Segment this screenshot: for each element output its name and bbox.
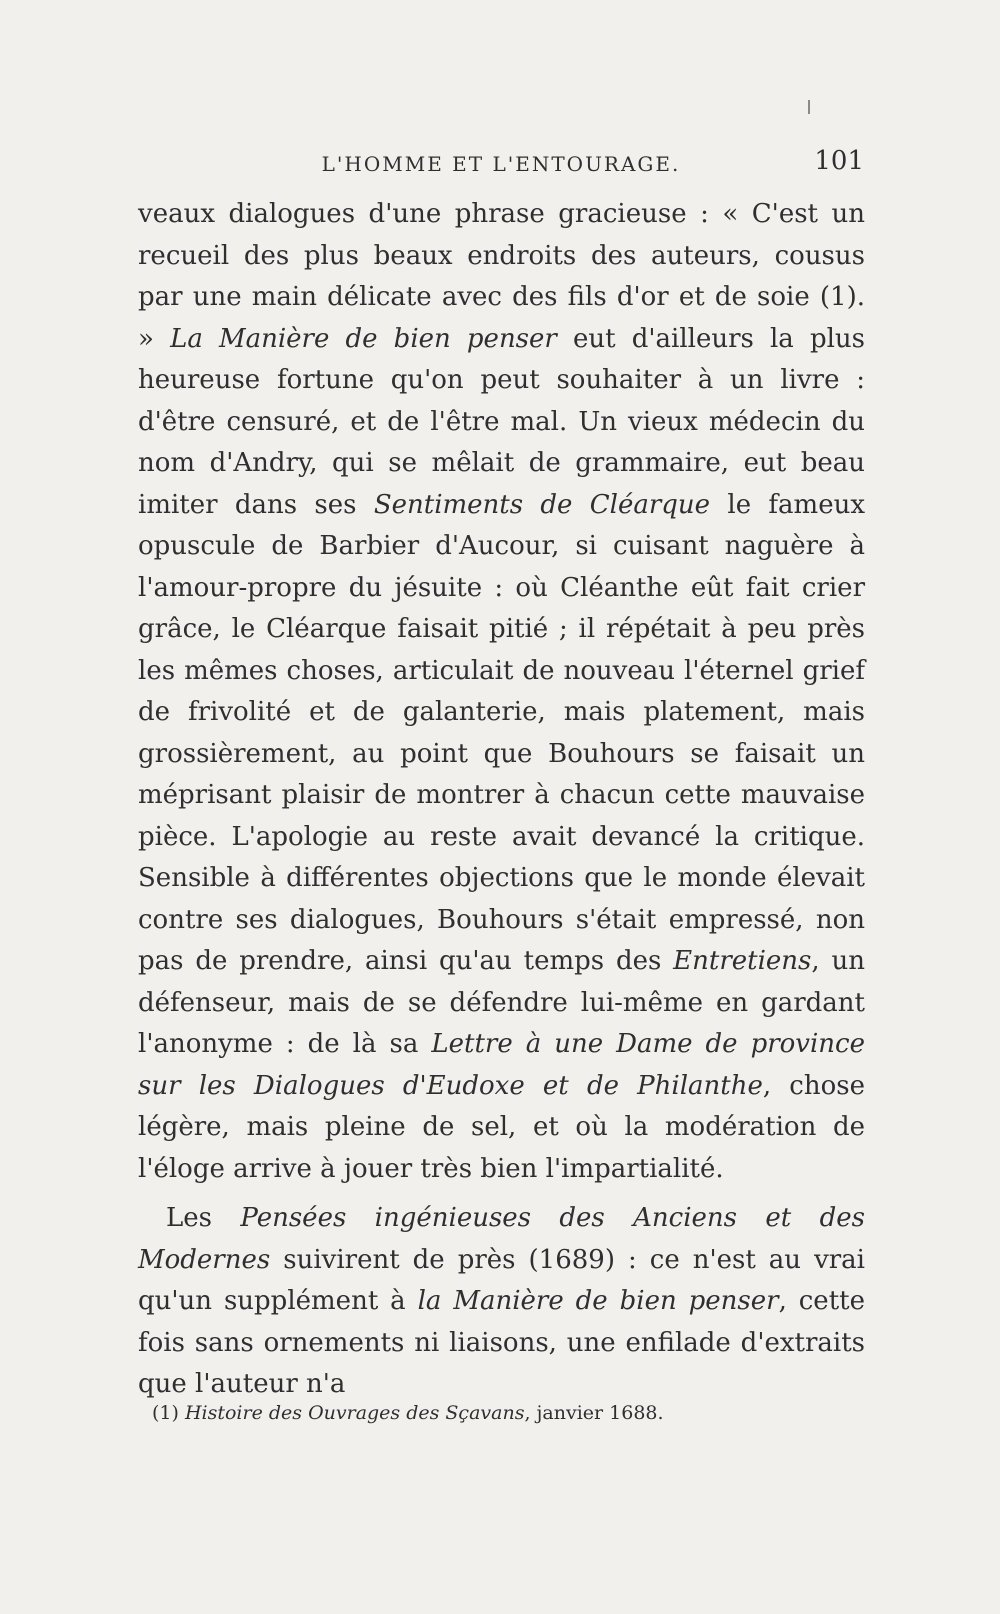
paragraph-1-text-1: veaux dialogues d'une phrase gracieuse : « C'est un recueil des plus beaux endroits des auteurs, cousus par une main délicate avec des fils d'or et de soie (1). » <box>138 199 865 354</box>
paragraph-2 <box>138 1198 865 1406</box>
paragraph-1-text-5: , chose légère, mais pleine de sel, et où la modération de l'éloge arrive à jouer très bien l'impartialité. <box>138 1070 865 1184</box>
paragraph-2-text-2: suivirent de près (1689) : ce n'est au vrai qu'un supplément à <box>138 1244 865 1316</box>
paragraph-2-text-3: , cette fois sans ornements ni liaisons, une enfilade d'extraits que l'auteur n'a <box>138 1286 865 1399</box>
footnote-title: Histoire des Ouvrages des Sçavans <box>184 1402 525 1424</box>
book-title-pensees: Pensées ingénieuses des Anciens et des Modernes <box>138 1203 865 1275</box>
page-number: 101 <box>814 146 864 176</box>
footnote-rest: , janvier 1688. <box>524 1402 664 1424</box>
footnote-marker: (1) <box>152 1402 185 1424</box>
paragraph-1-text-3: le fameux opuscule de Barbier d'Aucour, si cuisant naguère à l'amour-propre du jésuite : où Cléanthe eût fait crier grâce, le Cléarque faisait pitié ; il répétait à peu près les mêmes choses, articulait de nouveau l'éternel grief de frivolité et de galanterie, mais platement, mais grossièrement, au point que Bouhours se faisait un méprisant plaisir de montrer à chacun cette mauvaise pièce. L'apologie au reste avait devancé la critique. Sensible à différentes objections que le monde élevait contre ses dialogues, Bouhours s'était empressé, non pas de prendre, ainsi qu'au temps des <box>138 489 865 976</box>
running-title: L'HOMME ET L'ENTOURAGE. <box>321 152 681 176</box>
paragraph-1-text-2: eut d'ailleurs la plus heureuse fortune qu'on peut souhaiter à un livre : d'être censuré, et de l'être mal. Un vieux médecin du nom d'Andry, qui se mêlait de grammaire, eut beau imiter dans ses <box>138 323 866 520</box>
stray-mark <box>808 100 810 114</box>
book-title-sentiments: Sentiments de Cléarque <box>373 489 711 520</box>
running-head <box>138 146 864 186</box>
paragraph-2-text-1: Les <box>166 1203 241 1233</box>
book-title-lettre: Lettre à une Dame de province sur les Dialogues d'Eudoxe et de Philanthe <box>138 1029 865 1101</box>
footnote <box>152 1400 852 1426</box>
book-title-entretiens: Entretiens <box>673 946 812 976</box>
body-text <box>138 194 865 1406</box>
paragraph-1-text-4: , un défenseur, mais de se défendre lui-même en gardant l'anonyme : de là sa <box>138 946 865 1059</box>
book-title-maniere: La Manière de bien penser <box>170 323 557 354</box>
book-title-maniere-2: la Manière de bien penser <box>417 1286 779 1316</box>
paragraph-1 <box>138 194 865 1190</box>
